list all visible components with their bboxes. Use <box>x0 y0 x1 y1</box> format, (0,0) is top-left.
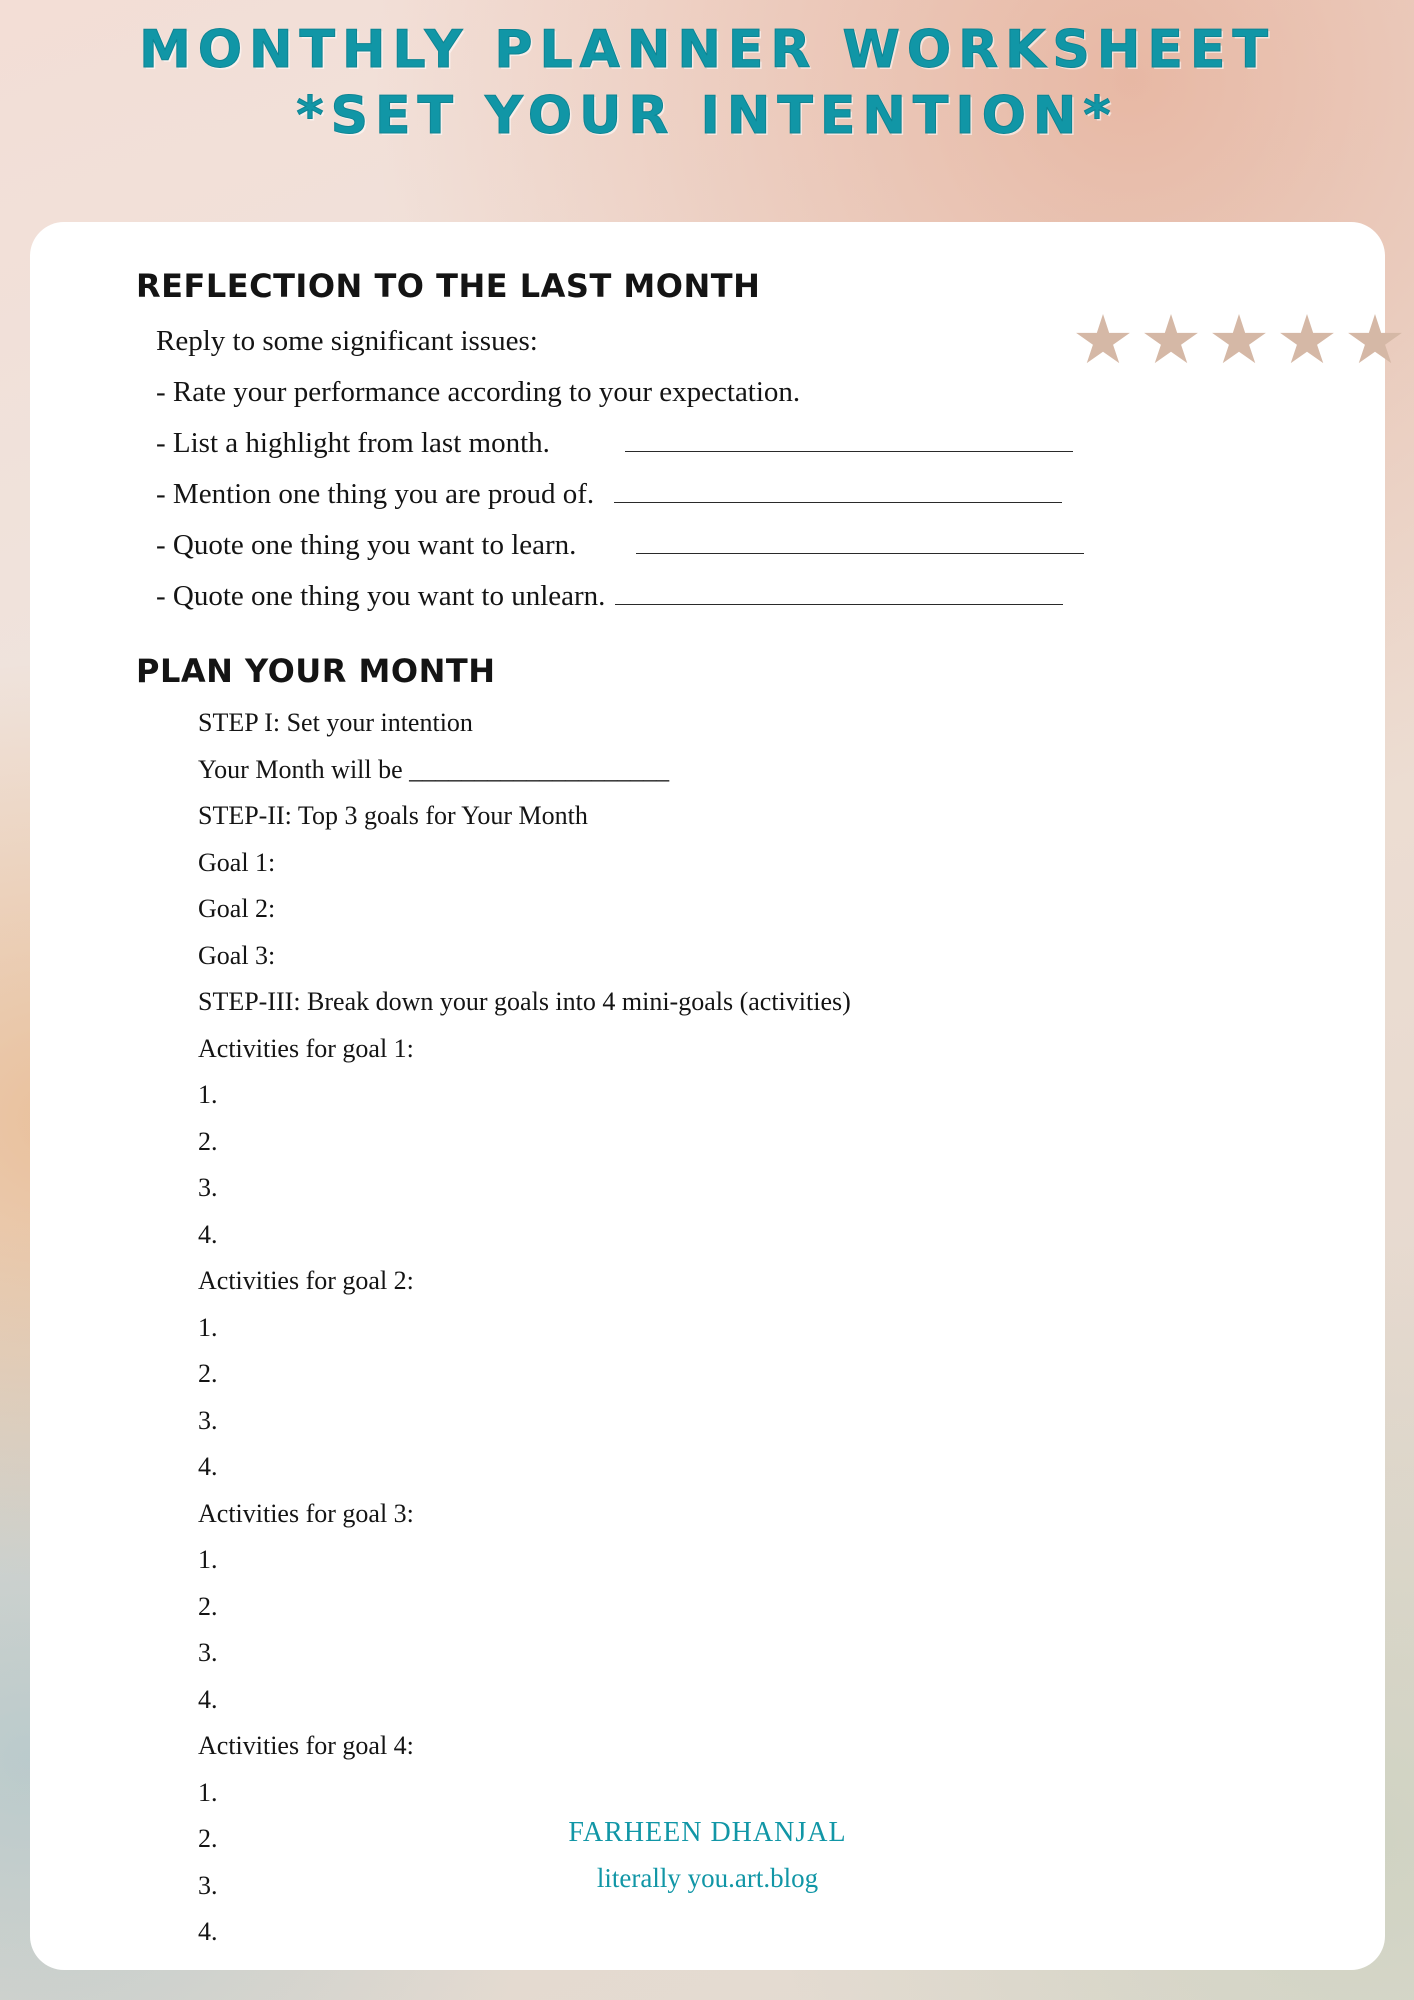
plan-item[interactable]: 4. <box>198 1452 218 1481</box>
plan-item[interactable]: 3. <box>198 1173 218 1202</box>
plan-item[interactable]: Goal 1: <box>198 847 276 877</box>
plan-item[interactable]: 2. <box>198 1824 218 1853</box>
plan-item: STEP-III: Break down your goals into 4 mini-goals (activities) <box>198 987 851 1016</box>
plan-item: Activities for goal 3: <box>198 1498 414 1528</box>
plan-item[interactable]: Goal 3: <box>198 940 276 970</box>
plan-item[interactable]: 4. <box>198 1684 218 1714</box>
plan-item[interactable]: 1. <box>198 1777 218 1807</box>
reflection-item <box>156 531 1116 560</box>
star-icon[interactable] <box>1279 314 1335 368</box>
plan-item[interactable]: 2. <box>198 1591 218 1621</box>
plan-item[interactable]: 2. <box>198 1126 218 1156</box>
reflection-item <box>156 429 1116 458</box>
plan-item[interactable]: 1. <box>198 1080 218 1109</box>
author-name: FARHEEN DHANJAL <box>568 1817 847 1848</box>
plan-item[interactable]: Your Month will be ____________________ <box>198 754 670 784</box>
plan-item[interactable]: 3. <box>198 1638 218 1667</box>
reflection-item-label: - List a highlight from last month. <box>156 427 550 459</box>
plan-item: STEP I: Set your intention <box>198 708 473 737</box>
star-icon[interactable] <box>1211 314 1267 368</box>
plan-list <box>198 710 1248 1966</box>
reflection-list <box>156 327 1116 633</box>
plan-item[interactable]: 4. <box>198 1917 218 1946</box>
reflection-item <box>156 582 1116 611</box>
reflection-item <box>156 327 1116 356</box>
plan-item: Activities for goal 1: <box>198 1033 414 1063</box>
write-in-rule[interactable] <box>615 604 1063 605</box>
star-icon[interactable] <box>1143 314 1199 368</box>
plan-item[interactable]: 1. <box>198 1312 218 1342</box>
rating-stars[interactable] <box>1075 314 1403 368</box>
star-icon[interactable] <box>1075 314 1131 368</box>
write-in-rule[interactable] <box>636 553 1084 554</box>
write-in-rule[interactable] <box>625 451 1073 452</box>
reflection-item-label: - Quote one thing you want to learn. <box>156 529 577 561</box>
plan-heading: PLAN YOUR MONTH <box>136 652 496 690</box>
plan-item[interactable]: 4. <box>198 1219 218 1249</box>
plan-item[interactable]: 3. <box>198 1405 218 1435</box>
blog-link[interactable]: literally you.art.blog <box>596 1863 819 1893</box>
plan-item[interactable]: 2. <box>198 1359 218 1388</box>
write-in-rule[interactable] <box>614 502 1062 503</box>
reflection-item-label: Reply to some significant issues: <box>156 325 538 357</box>
reflection-item-label: - Mention one thing you are proud of. <box>156 478 595 510</box>
plan-item[interactable]: 1. <box>198 1545 218 1574</box>
worksheet-card <box>30 222 1385 1970</box>
reflection-item-label: - Quote one thing you want to unlearn. <box>156 580 606 612</box>
reflection-item <box>156 378 1116 407</box>
reflection-heading: REFLECTION TO THE LAST MONTH <box>136 267 761 305</box>
title-line-1: MONTHLY PLANNER WORKSHEET <box>139 20 1275 80</box>
plan-item[interactable]: Goal 2: <box>198 894 276 923</box>
page-title <box>0 20 1414 147</box>
plan-item: Activities for goal 2: <box>198 1266 414 1295</box>
plan-item: Activities for goal 4: <box>198 1731 414 1760</box>
plan-item[interactable]: 3. <box>198 1870 218 1900</box>
star-icon[interactable] <box>1347 314 1403 368</box>
reflection-item-label: - Rate your performance according to your expectation. <box>156 376 801 408</box>
reflection-item <box>156 480 1116 509</box>
title-line-2: *SET YOUR INTENTION* <box>296 86 1118 147</box>
plan-item: STEP-II: Top 3 goals for Your Month <box>198 801 588 830</box>
footer <box>30 1817 1385 1894</box>
